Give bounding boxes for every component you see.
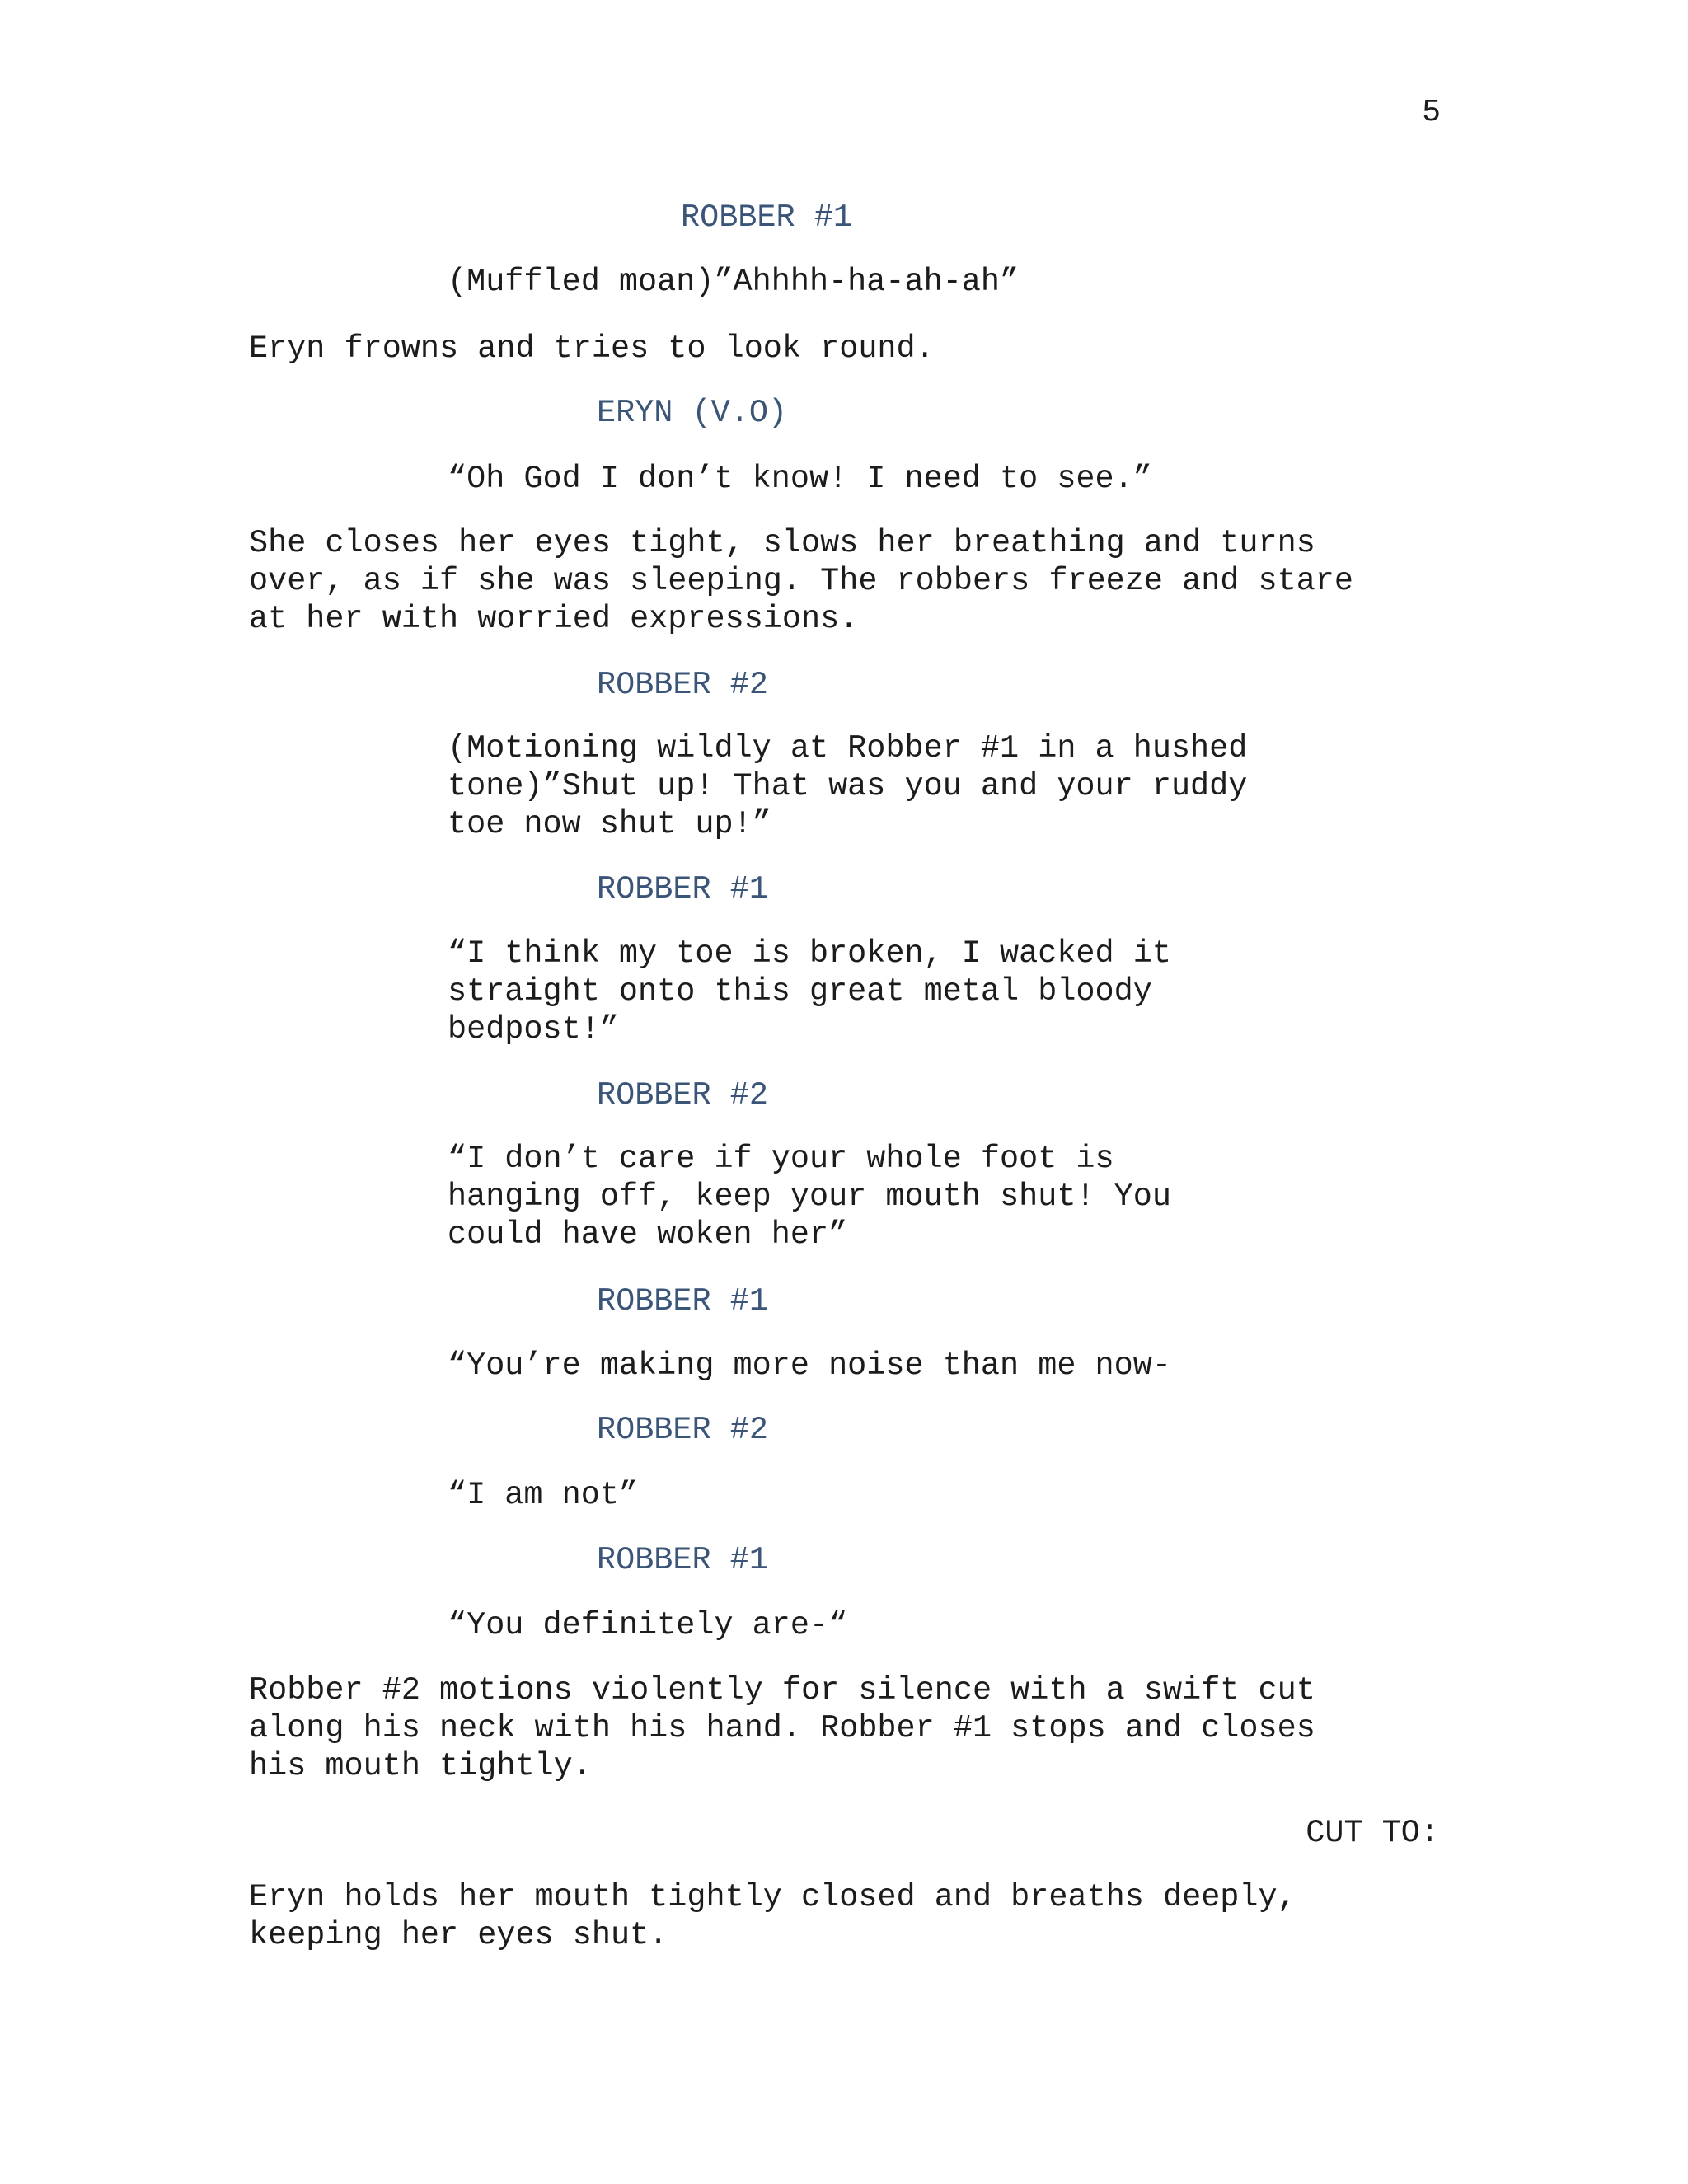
- character-name: ROBBER #1: [597, 1542, 768, 1578]
- action-paragraph: Eryn holds her mouth tightly closed and breaths deeply, keeping her eyes shut.: [249, 1879, 1296, 1953]
- dialogue: “Oh God I don’t know! I need to see.”: [448, 461, 1152, 497]
- dialogue: (Motioning wildly at Robber #1 in a hushed tone)”Shut up! That was you and your ruddy toe now shut up!”: [448, 730, 1248, 842]
- character-name: ROBBER #1: [597, 871, 768, 907]
- dialogue: “You definitely are-“: [448, 1607, 848, 1643]
- character-name: ROBBER #2: [597, 1412, 768, 1448]
- dialogue: “I think my toe is broken, I wacked it straight onto this great metal bloody bedpost!”: [448, 935, 1171, 1047]
- page-number: 5: [1422, 95, 1441, 130]
- action-paragraph: Robber #2 motions violently for silence with a swift cut along his neck with his hand. Robber #1 stops and closes his mouth tightly.: [249, 1672, 1315, 1784]
- character-name: ROBBER #1: [597, 1283, 768, 1319]
- action-paragraph: She closes her eyes tight, slows her breathing and turns over, as if she was sleeping. The robbers freeze and stare at her with worried expressions.: [249, 525, 1354, 637]
- dialogue: “You’re making more noise than me now-: [448, 1347, 1171, 1384]
- action-line: Eryn frowns and tries to look round.: [249, 330, 935, 367]
- character-name: ROBBER #2: [597, 667, 768, 703]
- character-name: ERYN (V.O): [597, 395, 788, 431]
- dialogue: (Muffled moan)”Ahhhh-ha-ah-ah”: [448, 264, 1020, 300]
- character-name: ROBBER #1: [681, 199, 852, 236]
- character-name: ROBBER #2: [597, 1077, 768, 1113]
- dialogue: “I am not”: [448, 1477, 639, 1513]
- dialogue: “I don’t care if your whole foot is hanging off, keep your mouth shut! You could have woken her”: [448, 1141, 1171, 1253]
- transition: CUT TO:: [1306, 1815, 1439, 1851]
